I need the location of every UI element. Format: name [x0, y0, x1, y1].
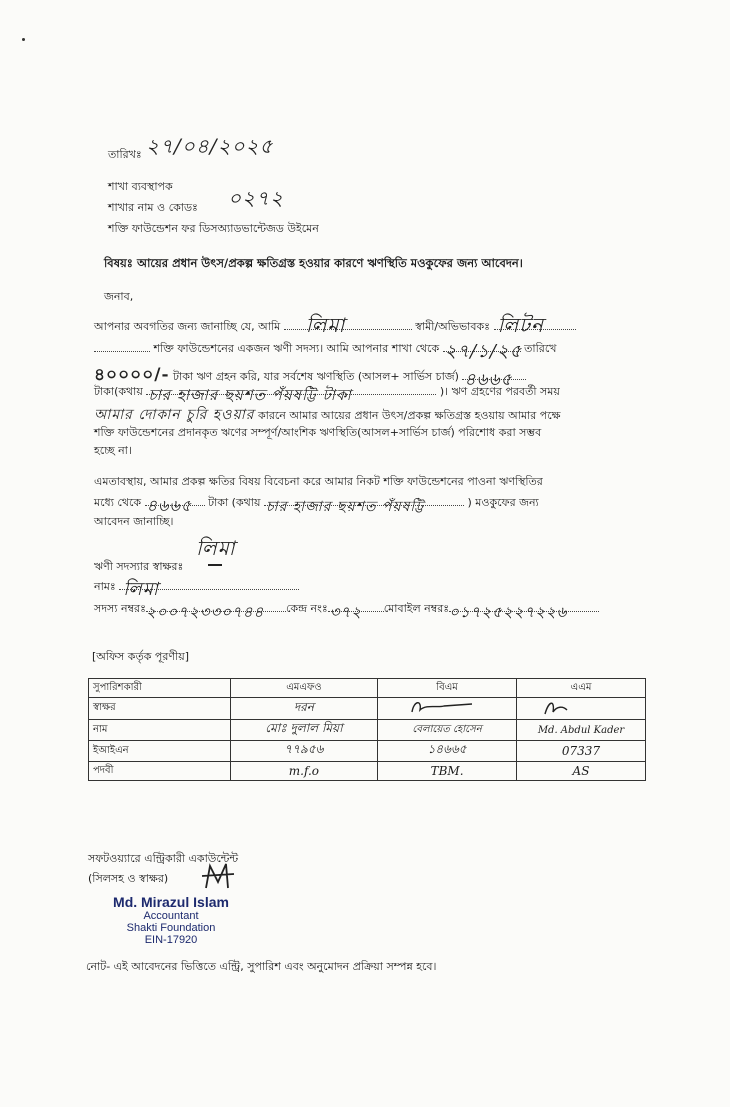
- stamp-name: Md. Mirazul Islam: [113, 894, 229, 910]
- table-cell: স্বাক্ষর: [89, 698, 231, 720]
- table-row: [89, 762, 646, 781]
- table-cell: নাম: [89, 720, 231, 741]
- stamp-title: Accountant: [143, 910, 199, 922]
- para2-line2: [94, 494, 539, 513]
- para1-line7: হচ্ছে না।: [94, 444, 132, 457]
- salutation: জনাব,: [104, 290, 134, 303]
- line1-guardian: লিটন: [497, 313, 544, 337]
- table-header-cell: এমএফও: [230, 679, 377, 698]
- table-header-cell: বিএম: [378, 679, 517, 698]
- date-label: তারিখঃ: [108, 148, 142, 161]
- table-cell: 07337: [517, 741, 646, 762]
- mobile-no: ০১৭২৫২২৭২২৬: [449, 603, 568, 621]
- p2-words-field: [264, 499, 464, 515]
- line5-reason: আমার দোকান চুরি হওয়ার: [94, 407, 255, 423]
- table-cell: ইআইএন: [89, 741, 231, 762]
- table-header-cell: এএম: [517, 679, 646, 698]
- line1-text-a: আপনার অবগতির জন্য জানাচ্ছি যে, আমি: [94, 320, 281, 333]
- line3-text-a: টাকা ঋণ গ্রহন করি, যার সর্বশেষ ঋণস্থিতি (আসল+ সার্ভিস চার্জ): [173, 370, 459, 383]
- p2-amount: ৪৬৬৫: [146, 496, 193, 515]
- line3-balance: ৪৬৬৫: [464, 370, 513, 390]
- line4-text-a: টাকা(কথায়: [94, 385, 143, 398]
- table-header-cell: সুপারিশকারী: [89, 679, 231, 698]
- member-no-field: [145, 603, 286, 621]
- table-cell: AS: [517, 762, 646, 781]
- signature-dash: [208, 564, 222, 566]
- p2-text-c: ) মওকুফের জন্য: [467, 496, 539, 509]
- member-name-value: লিমা: [123, 579, 160, 600]
- mobile-label: মোবাইল নম্বরঃ: [383, 602, 450, 615]
- signature-label: ঋণী সদস্যার স্বাক্ষরঃ: [94, 560, 184, 573]
- para1-line2: [94, 340, 557, 362]
- table-cell: দরন: [230, 698, 377, 720]
- table-header-row: [89, 679, 646, 698]
- member-name-label: নামঃ: [94, 580, 116, 593]
- line3-amount: ৪০০০০/-: [94, 365, 170, 385]
- member-signature: লিমা: [196, 536, 236, 560]
- member-info-row: [94, 600, 599, 619]
- subject-line: বিষয়ঃ আয়ের প্রধান উৎস/প্রকল্প ক্ষতিগ্রস্ত হওয়ার কারণে ঋণস্থিতি মওকুফের জন্য আবেদন।: [104, 256, 523, 270]
- recommendation-table: [88, 678, 646, 781]
- member-no-label: সদস্য নম্বরঃ: [94, 602, 146, 615]
- table-cell-signature: [517, 698, 646, 720]
- table-cell: TBM.: [378, 762, 517, 781]
- p2-text-b: টাকা (কথায়: [208, 496, 261, 509]
- line3-balance-field: [462, 370, 526, 390]
- table-cell: ১৪৬৬৫: [378, 741, 517, 762]
- line2-text-b: তারিখে: [524, 342, 557, 355]
- p2-words: চার হাজার ছয়শত পঁয়ষট্টি: [265, 499, 425, 515]
- p2-amount-field: [145, 496, 205, 515]
- accountant-title: সফটওয়্যারে এন্ট্রিকারী একাউন্টেন্ট: [88, 852, 239, 865]
- line2-text-a: শক্তি ফাউন্ডেশনের একজন ঋণী সদস্য। আমি আপনার শাখা থেকে: [153, 342, 440, 355]
- line4-words: চার হাজার ছয়শত পঁয়ষট্টি টাকা: [148, 386, 352, 404]
- accountant-seal-label: (সিলসহ ও স্বাক্ষর): [88, 872, 169, 885]
- table-row: [89, 720, 646, 741]
- footer-note: নোট- এই আবেদনের ভিত্তিতে এন্ট্রি, সুপারিশ এবং অনুমোদন প্রক্রিয়া সম্পন্ন হবে।: [86, 960, 437, 973]
- para1-line6: শক্তি ফাউন্ডেশনের প্রদানকৃত ঋণের সম্পূর্ণ/আংশিক ঋণস্থিতি(আসল+সার্ভিস চার্জ) পরিশোধ করা সম্ভব: [94, 426, 542, 439]
- scan-speck: [22, 38, 25, 41]
- p2-text-a: মধ্যে থেকে: [94, 496, 142, 509]
- accountant-signature: [200, 862, 236, 892]
- member-no: ২০০৭২৩৩০৭৪৪: [145, 603, 265, 621]
- branch-label: শাখার নাম ও কোডঃ: [108, 201, 198, 214]
- bm-signature: [382, 698, 502, 716]
- am-signature: [521, 698, 641, 716]
- center-field: [328, 603, 384, 621]
- table-cell: মোঃ দুলাল মিয়া: [230, 720, 377, 741]
- table-row: [89, 741, 646, 762]
- stamp-org: Shakti Foundation: [126, 922, 216, 934]
- line1-name-field: [284, 313, 412, 337]
- center-label: কেন্দ্র নংঃ: [285, 602, 328, 615]
- stamp-ein: EIN-17920: [144, 934, 198, 946]
- office-use-label: [অফিস কর্তৃক পূরণীয়]: [92, 650, 189, 663]
- para2-line3: আবেদন জানাচ্ছি।: [94, 515, 174, 528]
- line2-loan-date: ২৭/১/২৫: [444, 341, 523, 362]
- line1-text-b: স্বামী/অভিভাবকঃ: [415, 320, 491, 333]
- table-cell: পদবী: [89, 762, 231, 781]
- date-row: [108, 146, 142, 165]
- org-name: শক্তি ফাউন্ডেশন ফর ডিসঅ্যাডভান্টেজড উইমেন: [108, 222, 319, 235]
- branch-manager: শাখা ব্যবস্থাপক: [108, 180, 173, 193]
- para1-line4: [94, 383, 560, 402]
- para2-line1: এমতাবস্থায়, আমার প্রকল্প ক্ষতির বিষয় বিবেচনা করে আমার নিকট শক্তি ফাউন্ডেশনের পাওনা ঋণস্থিতির: [94, 475, 543, 488]
- table-cell: বেলায়েত হোসেন: [378, 720, 517, 741]
- member-name-field: [119, 579, 299, 600]
- line1-name: লিমা: [305, 313, 346, 337]
- member-name-row: [94, 578, 299, 600]
- table-row: [89, 698, 646, 720]
- table-cell: m.f.o: [230, 762, 377, 781]
- para1-line1: [94, 313, 576, 337]
- accountant-stamp: [96, 894, 246, 946]
- table-cell: Md. Abdul Kader: [517, 720, 646, 741]
- mobile-field: [449, 603, 599, 621]
- table-cell: ৭৭৯৫৬: [230, 741, 377, 762]
- line2-date-field: [443, 341, 523, 362]
- table-cell-signature: [378, 698, 517, 720]
- line5-text-a: কারনে আমার আয়ের প্রধান উৎস/প্রকল্প ক্ষতিগ্রস্ত হওয়ায় আমার পক্ষে: [257, 409, 561, 422]
- date-value: ২৭/০৪/২০২৫: [146, 134, 274, 158]
- line4-text-b: )। ঋণ গ্রহণের পরবর্তী সময়: [439, 385, 560, 398]
- line1-guardian-field: [494, 313, 576, 337]
- line4-words-field: [146, 386, 436, 404]
- center-no: ৩৭২: [329, 603, 362, 621]
- branch-code: ০২৭২: [228, 186, 285, 210]
